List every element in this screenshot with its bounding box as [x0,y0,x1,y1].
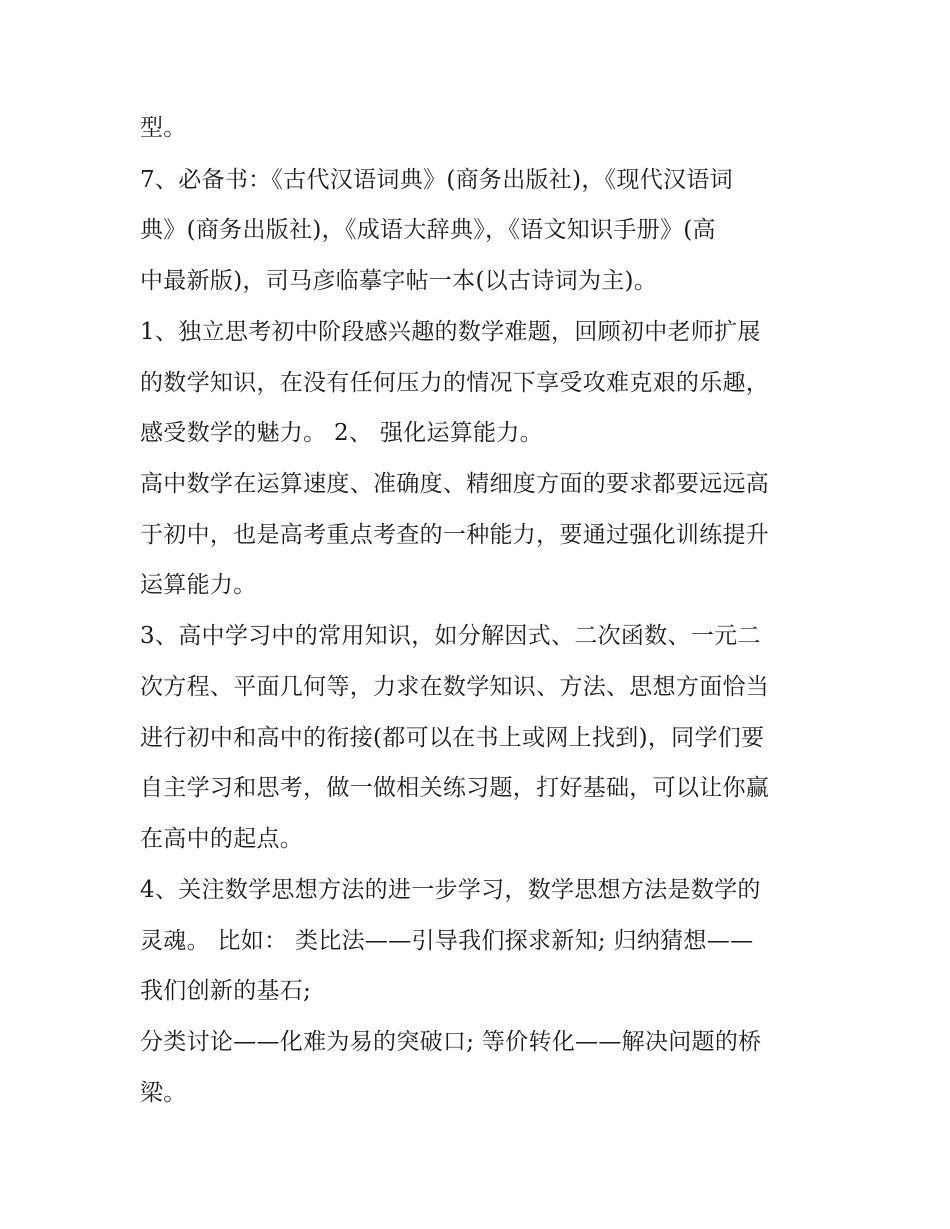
text-line: 运算能力。 [140,572,257,598]
text-line: 次方程、平面几何等，力求在数学知识、方法、思想方面恰当 [140,674,770,700]
text-line: 高中数学在运算速度、准确度、精细度方面的要求都要远远高 [140,471,770,497]
text-line: 3、高中学习中的常用知识，如分解因式、二次函数、一元二 [140,623,761,649]
text-line: 于初中，也是高考重点考查的一种能力，要通过强化训练提升 [140,522,770,548]
text-line: 中最新版)，司马彦临摹字帖一本(以古诗词为主)。 [140,268,658,294]
text-line: 分类讨论——化难为易的突破口; 等价转化——解决问题的桥 [140,1029,762,1055]
text-line: 典》(商务出版社)，《成语大辞典》，《语文知识手册》(高 [140,217,716,243]
text-line: 4、关注数学思想方法的进一步学习，数学思想方法是数学的 [140,877,761,903]
text-line: 的数学知识，在没有任何压力的情况下享受攻难克艰的乐趣， [140,370,770,396]
text-line: 进行初中和高中的衔接(都可以在书上或网上找到)，同学们要 [140,725,765,751]
text-line: 在高中的起点。 [140,826,304,852]
text-line: 感受数学的魅力。 2、 强化运算能力。 [140,420,543,446]
text-line: 7、必备书：《古代汉语词典》(商务出版社)，《现代汉语词 [140,167,733,193]
text-line: 我们创新的基石; [140,978,312,1004]
text-line: 梁。 [140,1080,187,1106]
text-line: 1、独立思考初中阶段感兴趣的数学难题，回顾初中老师扩展 [140,319,761,345]
text-line: 自主学习和思考，做一做相关练习题，打好基础，可以让你赢 [140,775,770,801]
text-line: 型。 [140,115,187,141]
text-line: 灵魂。 比如： 类比法——引导我们探求新知; 归纳猜想—— [140,928,754,954]
